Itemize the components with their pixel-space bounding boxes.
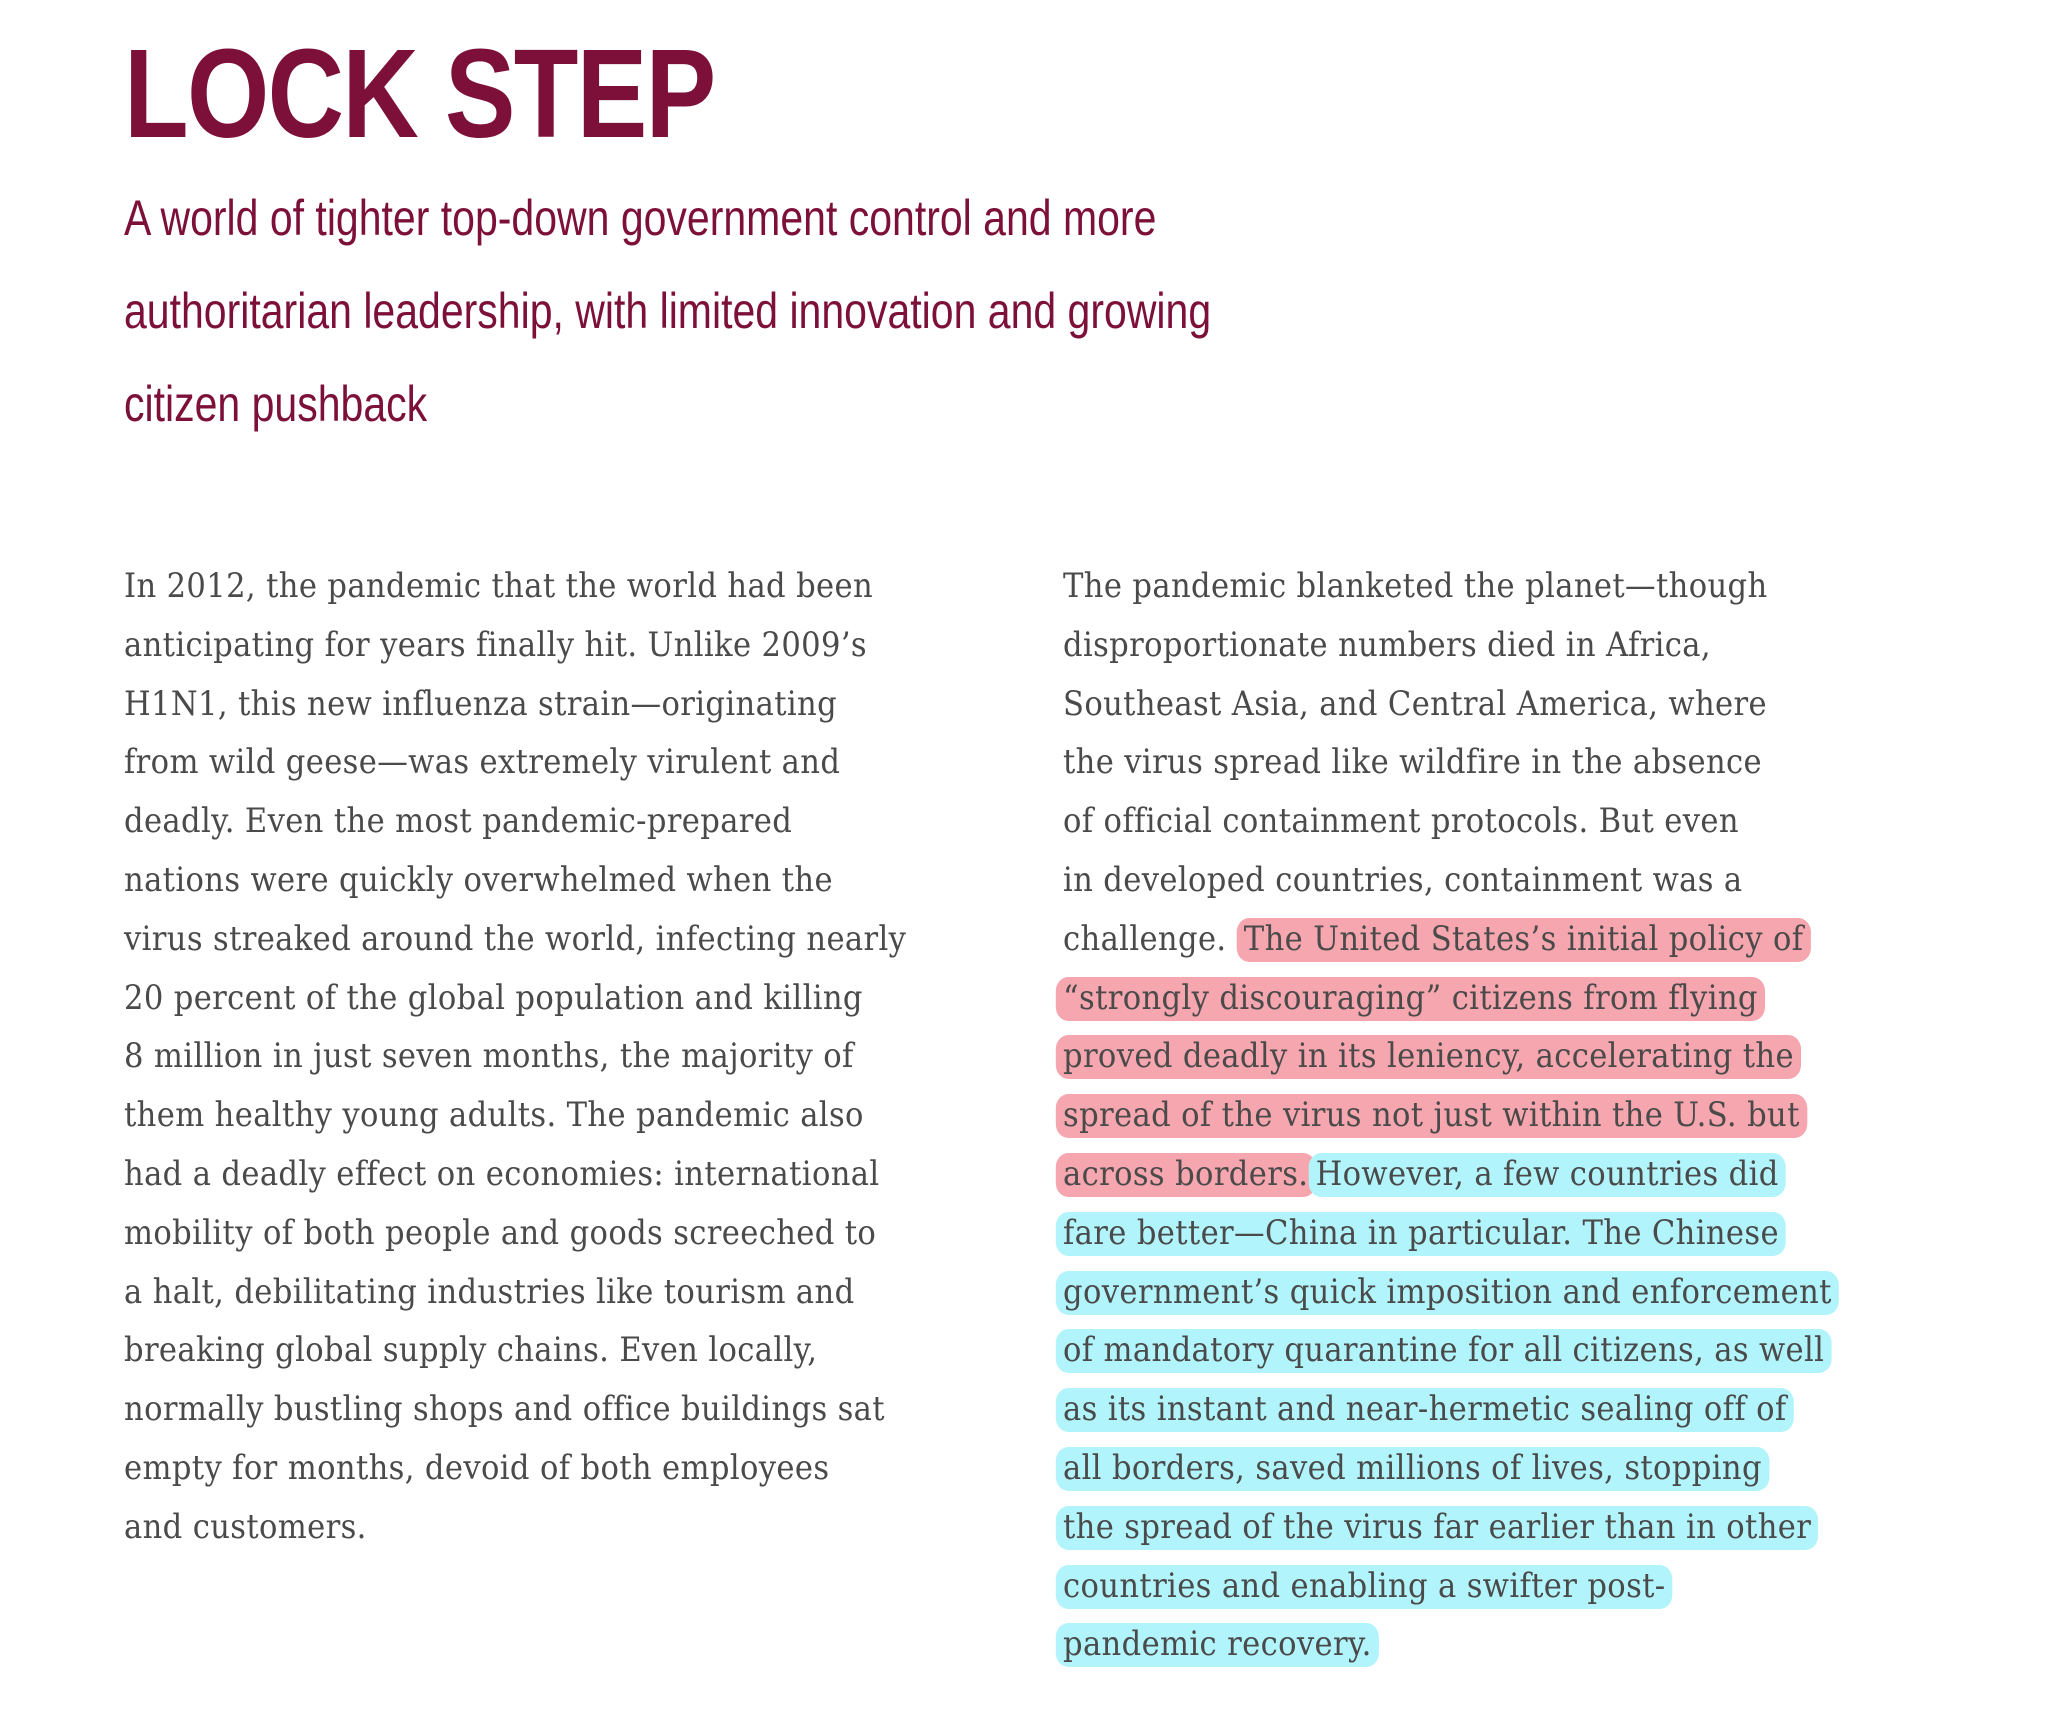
highlight-cyan: all borders, saved millions of lives, stopping [1056, 1447, 1769, 1491]
highlight-cyan: the spread of the virus far earlier than in other [1056, 1506, 1819, 1550]
subtitle-line: citizen pushback [124, 376, 428, 432]
text-line: the virus spread like wildfire in the absence [1063, 742, 1763, 783]
text-line: disproportionate numbers died in Africa, [1063, 624, 1711, 665]
highlight-cyan: of mandatory quarantine for all citizens, as well [1056, 1329, 1832, 1373]
highlight-red: spread of the virus not just within the U.S. but [1056, 1094, 1807, 1138]
text-line: 20 percent of the global population and killing [124, 977, 863, 1018]
text-line [1063, 1557, 1873, 1616]
highlight-red: proved deadly in its leniency, accelerating the [1056, 1035, 1801, 1079]
page-title: LOCK STEP [124, 23, 715, 164]
text-line: deadly. Even the most pandemic-prepared [124, 801, 793, 842]
highlight-cyan: However, a few countries did [1308, 1153, 1786, 1197]
text-line [1063, 1321, 1873, 1380]
text-line [1063, 1263, 1873, 1322]
text-line: In 2012, the pandemic that the world had been [124, 566, 874, 606]
text-line: Southeast Asia, and Central America, where [1063, 683, 1767, 724]
text-fragment: challenge. [1063, 918, 1237, 959]
subtitle-line: A world of tighter top-down government control and more [124, 190, 1157, 246]
text-line: anticipating for years finally hit. Unlike 2009’s [124, 624, 867, 665]
text-line [1063, 1615, 1873, 1674]
text-line [1063, 1439, 1873, 1498]
text-line [1063, 1086, 1873, 1145]
text-line: and customers. [124, 1506, 367, 1547]
text-line: virus streaked around the world, infecting nearly [124, 918, 907, 959]
page-subtitle [124, 172, 1354, 451]
text-line: The pandemic blanketed the planet—though [1063, 566, 1768, 606]
text-line [1063, 1027, 1873, 1086]
text-line: of official containment protocols. But even [1063, 801, 1739, 842]
text-line: from wild geese—was extremely virulent and [124, 742, 841, 783]
highlight-cyan: pandemic recovery. [1056, 1623, 1379, 1667]
text-line: in developed countries, containment was a [1063, 859, 1743, 900]
text-line [1063, 1204, 1873, 1263]
text-line [1063, 1145, 1873, 1204]
text-line: mobility of both people and goods screeched to [124, 1212, 877, 1253]
text-line [1063, 1380, 1873, 1439]
text-line: breaking global supply chains. Even locally, [124, 1330, 818, 1371]
text-line: nations were quickly overwhelmed when the [124, 859, 833, 900]
highlight-cyan: countries and enabling a swifter post- [1056, 1565, 1673, 1609]
text-line [1063, 1498, 1873, 1557]
highlight-cyan: as its instant and near-hermetic sealing off of [1056, 1388, 1794, 1432]
text-line: had a deadly effect on economies: international [124, 1153, 880, 1194]
text-line [1063, 969, 1873, 1028]
subtitle-line: authoritarian leadership, with limited innovation and growing [124, 283, 1212, 339]
text-line [1063, 910, 1873, 969]
text-line: a halt, debilitating industries like tourism and [124, 1271, 855, 1312]
highlight-red: The United States’s initial policy of [1237, 918, 1811, 962]
text-line: empty for months, devoid of both employees [124, 1447, 830, 1488]
right-column-text [1063, 557, 1963, 1674]
text-line: normally bustling shops and office buildings sat [124, 1389, 885, 1430]
text-line: 8 million in just seven months, the majority of [124, 1036, 854, 1077]
highlight-cyan: government’s quick imposition and enforcement [1056, 1271, 1839, 1315]
highlight-cyan: fare better—China in particular. The Chinese [1056, 1212, 1786, 1256]
highlight-red: “strongly discouraging” citizens from flying [1056, 977, 1765, 1021]
highlight-red: across borders. [1056, 1153, 1316, 1197]
left-column-text [124, 557, 1024, 1557]
text-line: H1N1, this new influenza strain—originating [124, 683, 838, 724]
text-line: them healthy young adults. The pandemic also [124, 1095, 864, 1136]
